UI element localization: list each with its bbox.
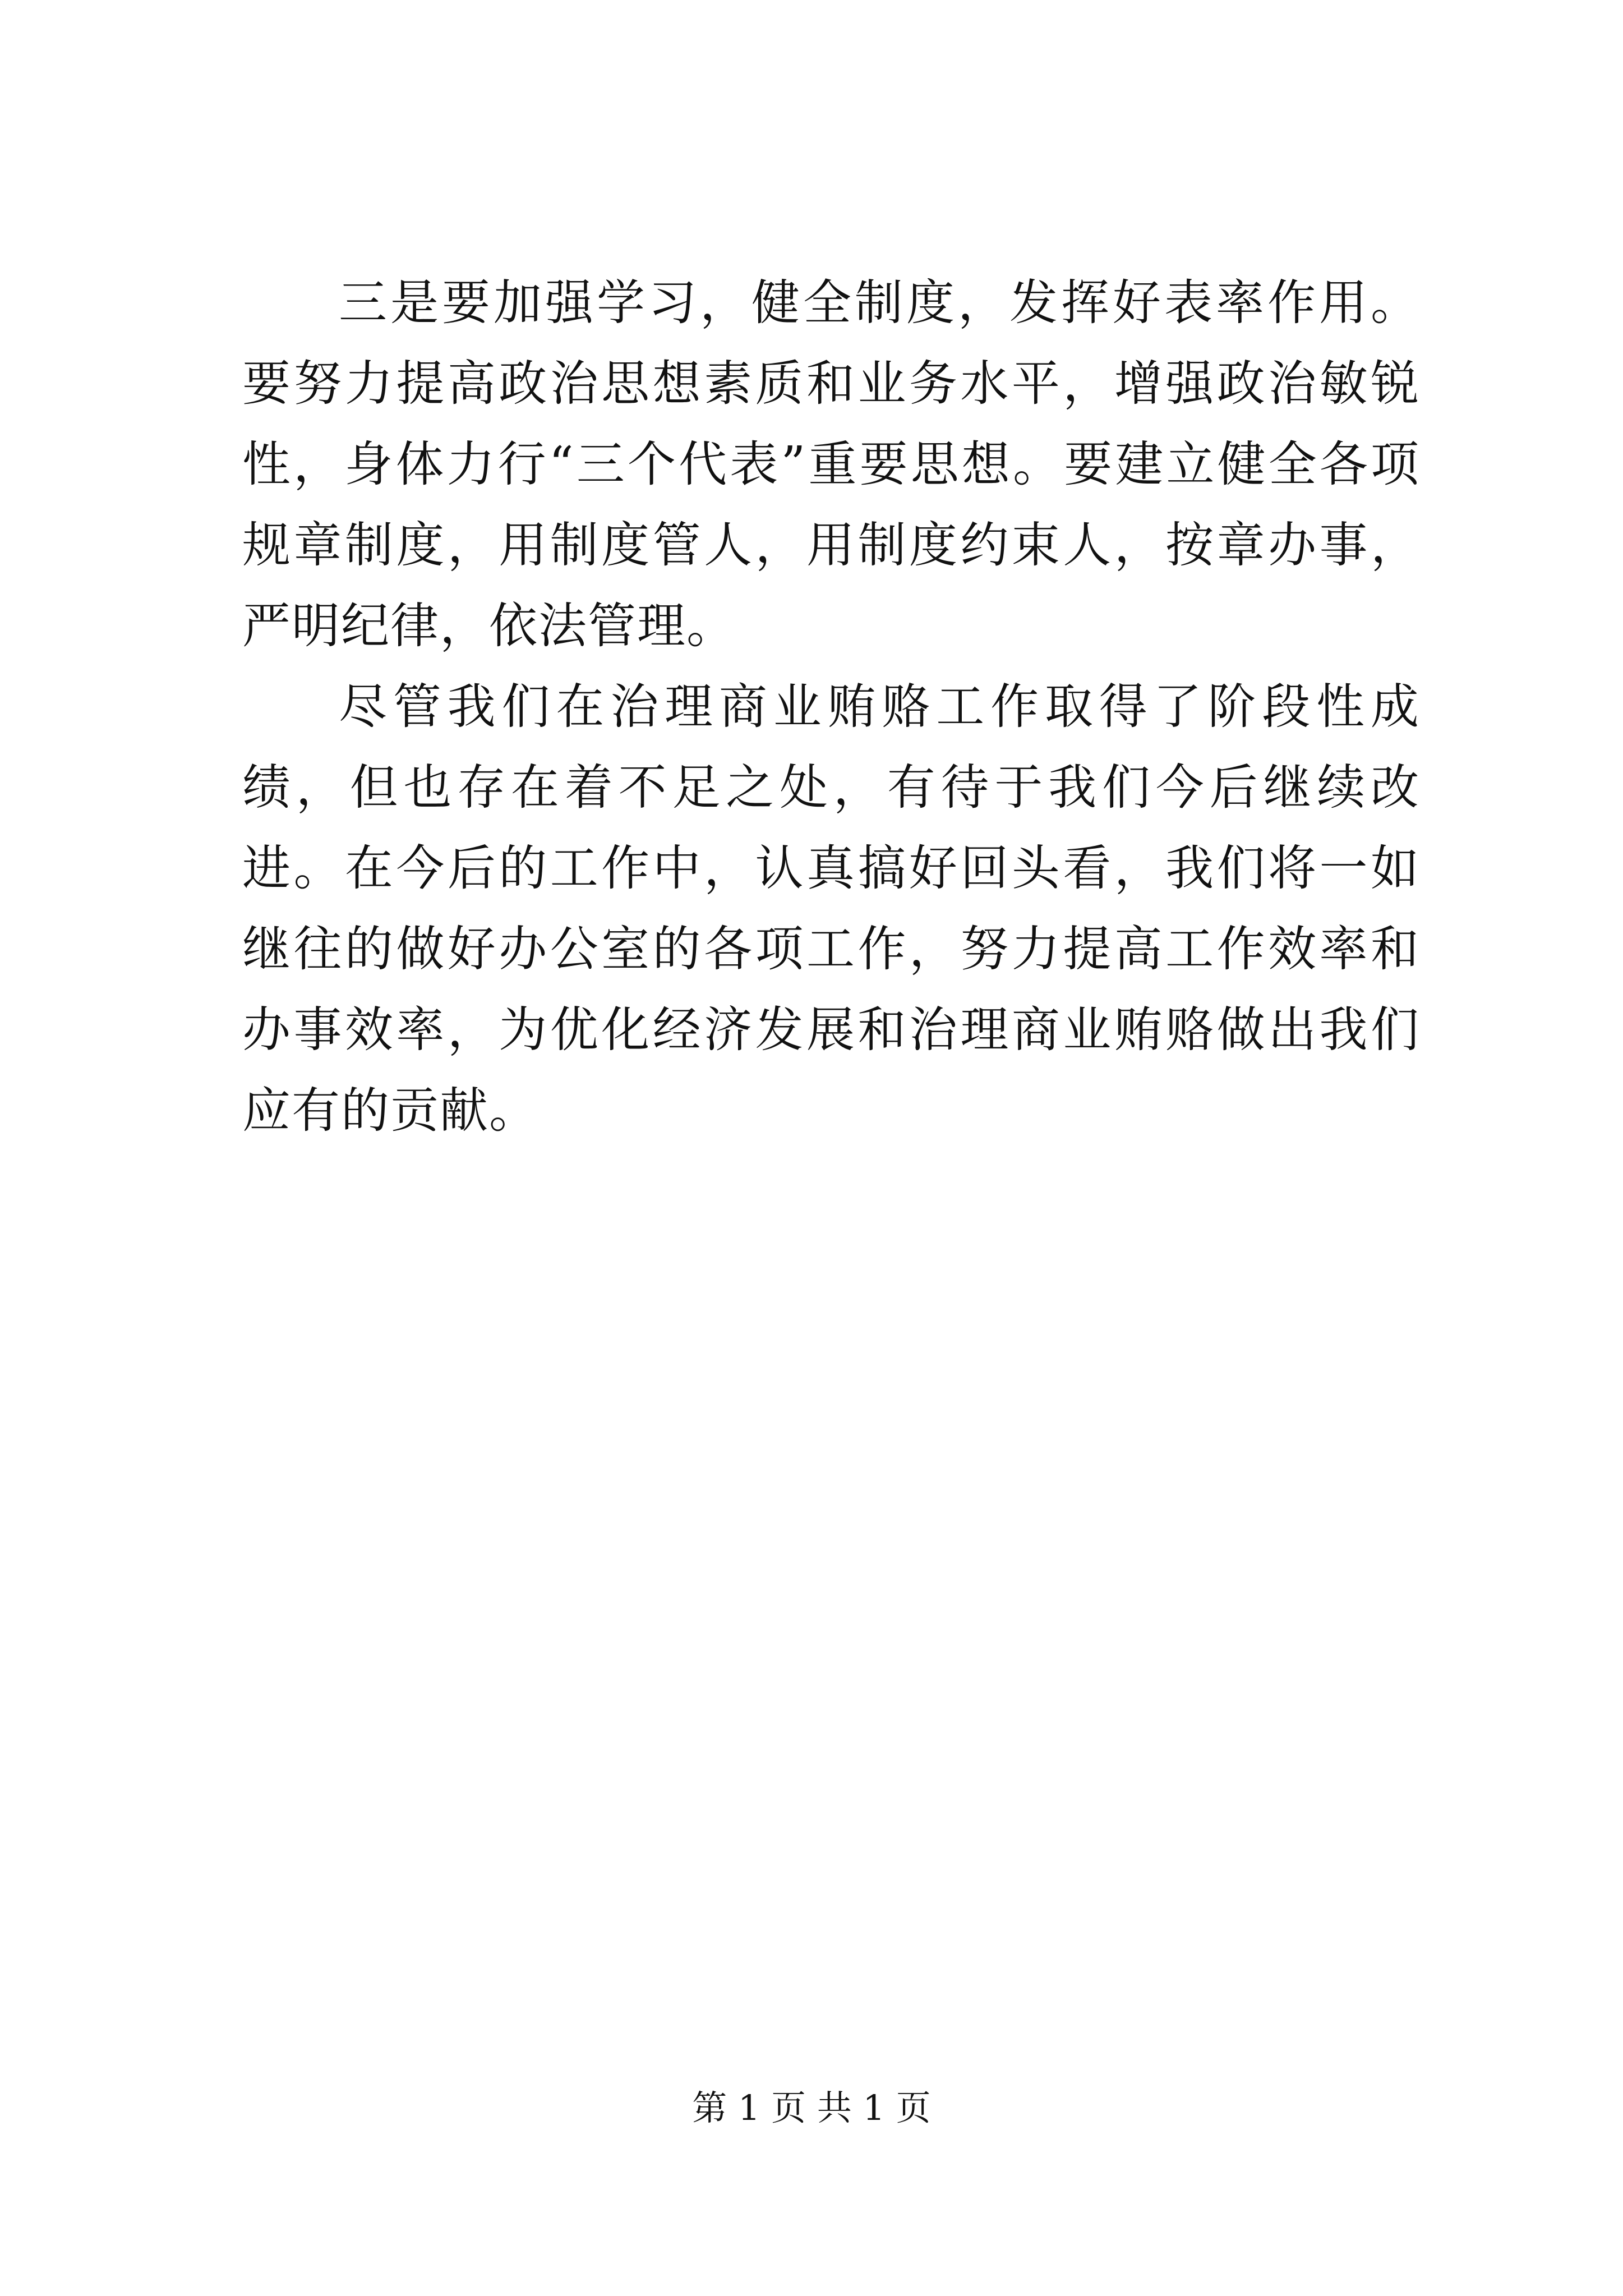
document-body <box>242 263 1420 1151</box>
paragraph-conclusion: 尽管我们在治理商业贿赂工作取得了阶段性成绩，但也存在着不足之处，有待于我们今后继续改进。在今后的工作中，认真搞好回头看，我们将一如继往的做好办公室的各项工作，努力提高工作效率和办事效率，为优化经济发展和治理商业贿赂做出我们应有的贡献。 <box>242 679 1420 1139</box>
page-number-footer: 第 1 页 共 1 页 <box>692 2087 931 2128</box>
paragraph-study-system: 三是要加强学习，健全制度，发挥好表率作用。要努力提高政治思想素质和业务水平，增强政治敏锐性，身体力行“三个代表”重要思想。要建立健全各项规章制度，用制度管人，用制度约束人，按章办事，严明纪律，依法管理。 <box>242 275 1420 654</box>
